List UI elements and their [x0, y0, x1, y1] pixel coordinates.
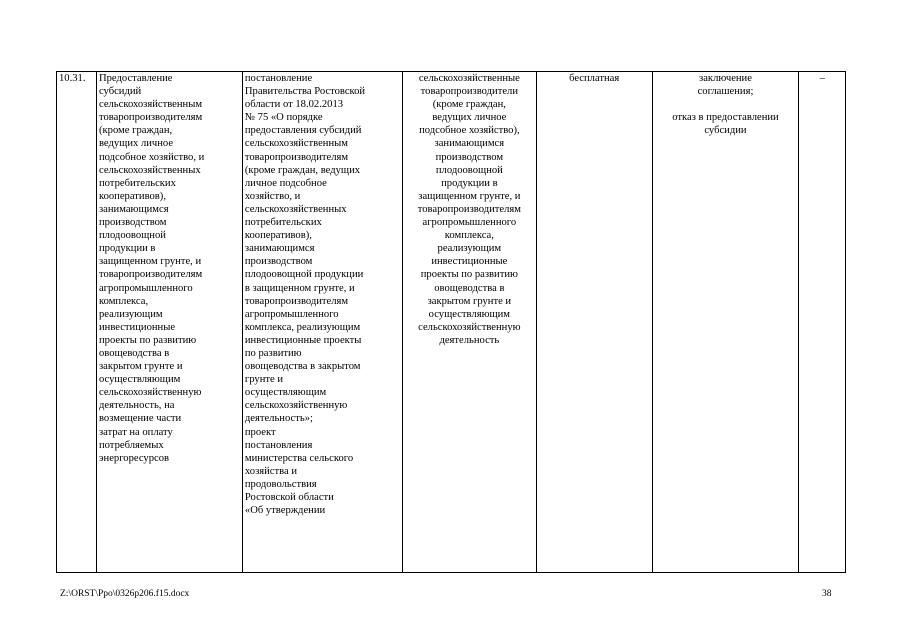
cell-text-line: плодоовощной продукции — [244, 269, 364, 281]
cell-text-line: производством — [98, 217, 167, 229]
cell-text-line: осуществляющим — [428, 308, 511, 320]
cell-text-line: энергоресурсов — [98, 452, 169, 464]
cell-text-line: постановления — [244, 439, 313, 451]
cell-text-line: деятельность»; — [244, 413, 313, 425]
cell-text-line: области от 18.02.2013 — [244, 99, 344, 111]
cell-text-line: сельскохозяйственную — [244, 400, 348, 412]
cell-text-line: осуществляющим — [98, 374, 181, 386]
cell-text-line: инвестиционные — [98, 321, 176, 333]
cell-text-line: Правительства Ростовской — [244, 86, 366, 98]
services-table — [56, 71, 846, 573]
cell-text-line: хозяйство, и — [244, 190, 301, 202]
cell-text-line: деятельность — [439, 334, 500, 346]
cell-text-line: кооперативов), — [244, 230, 312, 242]
footer-file-path: Z:\ORST\Ppo\0326p206.f15.docx — [60, 589, 190, 599]
cell-text-line: реализующим — [98, 308, 163, 320]
cell-text-line: товаропроизводителям — [244, 151, 349, 163]
cell-text-line: агропромышленного — [422, 217, 517, 229]
cell-text-line: товаропроизводителям — [244, 295, 349, 307]
cell-text-line: Предоставление — [98, 73, 173, 84]
service-name-cell — [96, 72, 242, 573]
cell-text-line: плодоовощной — [435, 164, 503, 176]
cell-text-line: по развитию — [244, 347, 302, 359]
cell-text-line: товаропроизводителям — [98, 269, 203, 281]
cell-text-line: потребляемых — [98, 439, 164, 451]
cell-text-line: отказ в предоставлении — [672, 112, 779, 124]
cell-text-line: комплекса, — [98, 295, 149, 307]
cell-text-line: овощеводства в — [98, 347, 170, 359]
cell-text-line: комплекса, реализующим — [244, 321, 361, 333]
cell-text-line: «Об утверждении — [244, 505, 326, 517]
cell-text-line: (кроме граждан, — [98, 125, 173, 137]
cell-text-line: соглашения; — [697, 86, 754, 98]
cell-text-line: сельскохозяйственную — [418, 321, 521, 333]
cell-text-line: грунте и — [244, 374, 284, 386]
cell-text-line: потребительских — [244, 217, 322, 229]
cell-text-line: продовольствия — [244, 478, 317, 490]
cell-text-line: сельскохозяйственные — [418, 73, 520, 84]
cell-text-line: (кроме граждан, — [432, 99, 506, 111]
cell-text-line: постановление — [244, 73, 313, 84]
row-number: 10.31. — [59, 73, 86, 84]
table-row — [57, 72, 846, 573]
cell-text-line: в защищенном грунте, и — [244, 282, 355, 294]
cell-text-line: хозяйства и — [244, 465, 298, 477]
cell-text-line: проект — [244, 426, 276, 438]
cell-text-line: закрытом грунте и — [427, 295, 512, 307]
cell-text-line: сельскохозяйственным — [244, 138, 348, 150]
cell-text-line: реализующим — [437, 243, 502, 255]
cell-text-line: проекты по развитию — [98, 334, 197, 346]
cell-text-line: № 75 «О порядке — [244, 112, 323, 124]
cell-text-line: продукции в — [441, 177, 498, 189]
cell-text-line: закрытом грунте и — [98, 361, 183, 373]
cell-text-line: товаропроизводителям — [417, 203, 521, 215]
cell-text-line: деятельность, на — [98, 400, 175, 412]
cell-text-line: товаропроизводителям — [98, 112, 203, 124]
result-cell — [652, 72, 799, 573]
cell-text-line: овощеводства в — [434, 282, 505, 294]
cell-text-line: комплекса, — [444, 230, 494, 242]
note-cell — [799, 72, 846, 573]
cell-text-line: кооперативов), — [98, 190, 166, 202]
cell-text-line: агропромышленного — [98, 282, 193, 294]
cell-text-line: предоставления субсидий — [244, 125, 362, 137]
cell-text-line: субсидии — [704, 125, 747, 137]
cell-text-line: ведущих личное — [432, 112, 507, 124]
cell-text-line — [655, 98, 797, 111]
cell-text-line: заключение — [699, 73, 752, 84]
cell-text-line: сельскохозяйственную — [98, 387, 202, 399]
cell-text-line: производством — [435, 151, 504, 163]
legal-basis-cell — [242, 72, 402, 573]
payment-text: бесплатная — [569, 73, 620, 84]
cell-text-line: (кроме граждан, ведущих — [244, 164, 361, 176]
cell-text-line: овощеводства в закрытом — [244, 361, 361, 373]
cell-text-line: сельскохозяйственных — [98, 164, 201, 176]
cell-text-line: сельскохозяйственным — [98, 99, 203, 111]
cell-text-line: подсобное хозяйство, и — [98, 151, 205, 163]
cell-text-line: личное подсобное — [244, 177, 327, 189]
recipients-cell — [402, 72, 536, 573]
cell-text-line: министерства сельского — [244, 452, 354, 464]
cell-text-line: затрат на оплату — [98, 426, 173, 438]
row-number-cell — [57, 72, 97, 573]
cell-text-line: подсобное хозяйство), — [419, 125, 520, 137]
payment-cell — [536, 72, 652, 573]
cell-text-line: защищенном грунте, и — [98, 256, 202, 268]
cell-text-line: плодоовощной — [98, 230, 166, 242]
cell-text-line: товаропроизводители — [420, 86, 519, 98]
cell-text-line: защищенном грунте, и — [418, 190, 521, 202]
cell-text-line: инвестиционные — [431, 256, 508, 268]
cell-text-line: ведущих личное — [98, 138, 174, 150]
cell-text-line: агропромышленного — [244, 308, 339, 320]
cell-text-line: сельскохозяйственных — [244, 203, 347, 215]
cell-text-line: инвестиционные проекты — [244, 334, 362, 346]
cell-text-line: производством — [244, 256, 313, 268]
cell-text-line: Ростовской области — [244, 492, 334, 503]
note-text: – — [819, 73, 825, 84]
footer-page-number: 38 — [822, 589, 832, 599]
cell-text-line: потребительских — [98, 177, 176, 189]
cell-text-line: субсидий — [98, 86, 142, 98]
cell-text-line: занимающимся — [244, 243, 315, 255]
cell-text-line: занимающимся — [98, 203, 169, 215]
cell-text-line: продукции в — [98, 243, 156, 255]
cell-text-line: возмещение части — [98, 413, 182, 425]
cell-text-line: осуществляющим — [244, 387, 327, 399]
cell-text-line: проекты по развитию — [420, 269, 518, 281]
cell-text-line: занимающимся — [434, 138, 505, 150]
